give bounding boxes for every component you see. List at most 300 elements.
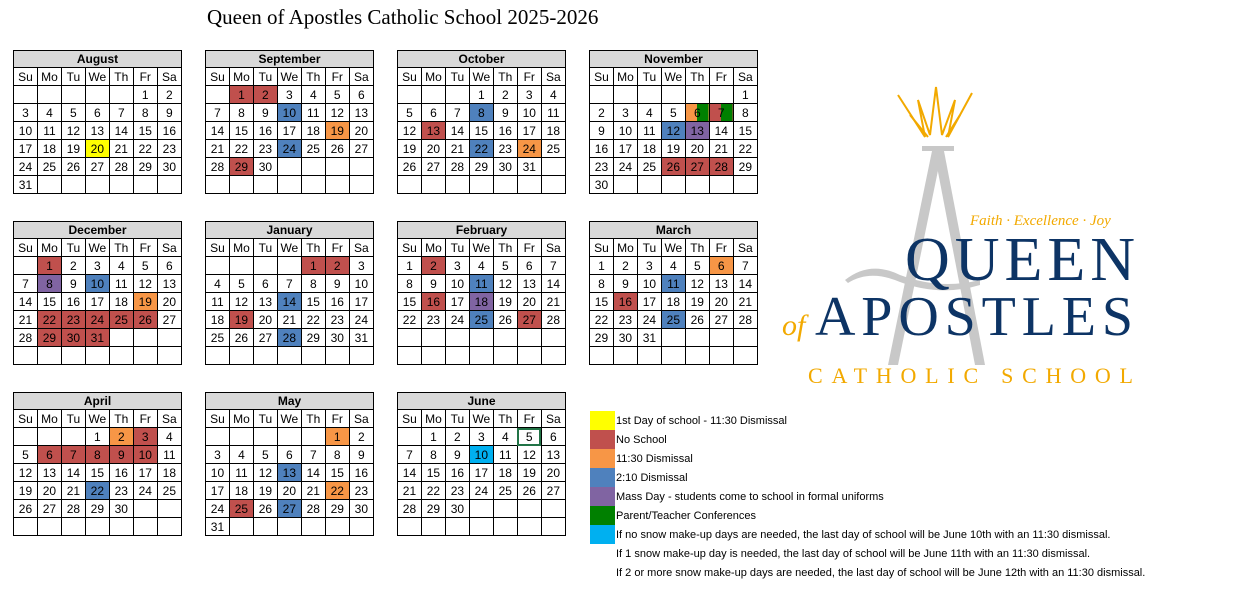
day-cell[interactable]: 23 (590, 158, 614, 176)
day-cell[interactable]: 7 (733, 257, 757, 275)
day-cell[interactable]: 20 (541, 464, 565, 482)
day-cell[interactable]: 31 (349, 329, 373, 347)
day-cell[interactable]: 15 (469, 122, 493, 140)
day-cell[interactable]: 14 (541, 275, 565, 293)
day-cell[interactable]: 13 (541, 446, 565, 464)
day-cell[interactable]: 7 (277, 275, 301, 293)
day-cell[interactable]: 5 (229, 275, 253, 293)
day-cell[interactable]: 18 (661, 293, 685, 311)
day-cell[interactable]: 19 (229, 311, 253, 329)
day-cell[interactable]: 25 (493, 482, 517, 500)
day-cell[interactable]: 16 (253, 122, 277, 140)
day-cell[interactable]: 11 (469, 275, 493, 293)
day-cell[interactable]: 17 (517, 122, 541, 140)
day-cell[interactable]: 21 (301, 482, 325, 500)
day-cell[interactable]: 16 (445, 464, 469, 482)
day-cell[interactable]: 30 (253, 158, 277, 176)
day-cell[interactable]: 24 (613, 158, 637, 176)
day-cell[interactable]: 12 (325, 104, 349, 122)
day-cell[interactable]: 13 (157, 275, 181, 293)
day-cell[interactable]: 2 (590, 104, 614, 122)
day-cell[interactable]: 4 (157, 428, 181, 446)
day-cell[interactable]: 5 (133, 257, 157, 275)
day-cell[interactable]: 7 (61, 446, 85, 464)
day-cell[interactable]: 8 (133, 104, 157, 122)
day-cell[interactable]: 1 (229, 86, 253, 104)
day-cell[interactable]: 6 (685, 104, 709, 122)
day-cell[interactable]: 4 (37, 104, 61, 122)
day-cell[interactable]: 27 (85, 158, 109, 176)
day-cell[interactable]: 22 (301, 311, 325, 329)
day-cell[interactable]: 13 (85, 122, 109, 140)
day-cell[interactable]: 15 (301, 293, 325, 311)
day-cell[interactable]: 22 (37, 311, 61, 329)
day-cell[interactable]: 29 (469, 158, 493, 176)
day-cell[interactable]: 29 (133, 158, 157, 176)
day-cell[interactable]: 7 (14, 275, 38, 293)
day-cell[interactable]: 23 (157, 140, 181, 158)
day-cell[interactable]: 11 (661, 275, 685, 293)
day-cell[interactable]: 31 (206, 518, 230, 536)
day-cell[interactable]: 25 (301, 140, 325, 158)
day-cell[interactable]: 24 (133, 482, 157, 500)
day-cell[interactable]: 17 (469, 464, 493, 482)
day-cell[interactable]: 8 (733, 104, 757, 122)
day-cell[interactable]: 22 (421, 482, 445, 500)
day-cell[interactable]: 5 (253, 446, 277, 464)
day-cell[interactable]: 10 (133, 446, 157, 464)
day-cell[interactable]: 3 (206, 446, 230, 464)
day-cell[interactable]: 19 (14, 482, 38, 500)
day-cell[interactable]: 8 (421, 446, 445, 464)
day-cell[interactable]: 14 (14, 293, 38, 311)
day-cell[interactable]: 2 (109, 428, 133, 446)
day-cell[interactable]: 9 (590, 122, 614, 140)
day-cell[interactable]: 2 (157, 86, 181, 104)
day-cell[interactable]: 27 (421, 158, 445, 176)
day-cell[interactable]: 4 (109, 257, 133, 275)
day-cell[interactable]: 1 (325, 428, 349, 446)
day-cell[interactable]: 20 (421, 140, 445, 158)
day-cell[interactable]: 3 (85, 257, 109, 275)
day-cell[interactable]: 9 (421, 275, 445, 293)
day-cell[interactable]: 20 (349, 122, 373, 140)
day-cell[interactable]: 28 (277, 329, 301, 347)
day-cell[interactable]: 25 (109, 311, 133, 329)
day-cell[interactable]: 26 (61, 158, 85, 176)
day-cell[interactable]: 26 (325, 140, 349, 158)
day-cell[interactable]: 11 (637, 122, 661, 140)
day-cell[interactable]: 2 (61, 257, 85, 275)
day-cell[interactable]: 21 (398, 482, 422, 500)
day-cell[interactable]: 21 (14, 311, 38, 329)
day-cell[interactable]: 6 (541, 428, 565, 446)
day-cell[interactable]: 4 (469, 257, 493, 275)
day-cell[interactable]: 22 (325, 482, 349, 500)
day-cell[interactable]: 18 (229, 482, 253, 500)
day-cell[interactable]: 26 (253, 500, 277, 518)
day-cell[interactable]: 4 (206, 275, 230, 293)
day-cell[interactable]: 19 (253, 482, 277, 500)
day-cell[interactable]: 2 (493, 86, 517, 104)
day-cell[interactable]: 17 (445, 293, 469, 311)
day-cell[interactable]: 17 (277, 122, 301, 140)
day-cell[interactable]: 11 (541, 104, 565, 122)
day-cell[interactable]: 21 (709, 140, 733, 158)
day-cell[interactable]: 11 (493, 446, 517, 464)
day-cell[interactable]: 23 (253, 140, 277, 158)
day-cell[interactable]: 15 (133, 122, 157, 140)
day-cell[interactable]: 18 (541, 122, 565, 140)
day-cell[interactable]: 10 (206, 464, 230, 482)
day-cell[interactable]: 28 (541, 311, 565, 329)
day-cell[interactable]: 27 (349, 140, 373, 158)
day-cell[interactable]: 16 (493, 122, 517, 140)
day-cell[interactable]: 12 (61, 122, 85, 140)
day-cell[interactable]: 10 (613, 122, 637, 140)
day-cell[interactable]: 5 (493, 257, 517, 275)
day-cell[interactable]: 20 (37, 482, 61, 500)
day-cell[interactable]: 24 (445, 311, 469, 329)
day-cell[interactable]: 6 (349, 86, 373, 104)
day-cell[interactable]: 20 (85, 140, 109, 158)
day-cell[interactable]: 4 (493, 428, 517, 446)
day-cell[interactable]: 17 (637, 293, 661, 311)
day-cell[interactable]: 2 (325, 257, 349, 275)
day-cell[interactable]: 1 (421, 428, 445, 446)
day-cell[interactable]: 5 (685, 257, 709, 275)
day-cell[interactable]: 18 (637, 140, 661, 158)
day-cell[interactable]: 24 (206, 500, 230, 518)
day-cell[interactable]: 6 (37, 446, 61, 464)
day-cell[interactable]: 28 (206, 158, 230, 176)
day-cell[interactable]: 27 (685, 158, 709, 176)
day-cell[interactable]: 8 (469, 104, 493, 122)
day-cell[interactable]: 16 (349, 464, 373, 482)
day-cell[interactable]: 22 (469, 140, 493, 158)
day-cell[interactable]: 20 (157, 293, 181, 311)
day-cell[interactable]: 26 (661, 158, 685, 176)
day-cell[interactable]: 11 (109, 275, 133, 293)
day-cell[interactable]: 30 (157, 158, 181, 176)
day-cell[interactable]: 30 (493, 158, 517, 176)
day-cell[interactable]: 10 (517, 104, 541, 122)
day-cell[interactable]: 30 (590, 176, 614, 194)
day-cell[interactable]: 18 (469, 293, 493, 311)
day-cell[interactable]: 7 (206, 104, 230, 122)
day-cell[interactable]: 2 (613, 257, 637, 275)
day-cell[interactable]: 28 (109, 158, 133, 176)
day-cell[interactable]: 24 (277, 140, 301, 158)
day-cell[interactable]: 1 (590, 257, 614, 275)
day-cell[interactable]: 18 (301, 122, 325, 140)
day-cell[interactable]: 12 (517, 446, 541, 464)
day-cell[interactable]: 30 (109, 500, 133, 518)
day-cell[interactable]: 16 (157, 122, 181, 140)
day-cell[interactable]: 19 (661, 140, 685, 158)
day-cell[interactable]: 29 (421, 500, 445, 518)
day-cell[interactable]: 3 (349, 257, 373, 275)
day-cell[interactable]: 25 (157, 482, 181, 500)
day-cell[interactable]: 25 (469, 311, 493, 329)
day-cell[interactable]: 27 (517, 311, 541, 329)
day-cell[interactable]: 26 (398, 158, 422, 176)
day-cell[interactable]: 7 (445, 104, 469, 122)
day-cell[interactable]: 8 (301, 275, 325, 293)
day-cell[interactable]: 6 (277, 446, 301, 464)
day-cell[interactable]: 25 (206, 329, 230, 347)
day-cell[interactable]: 20 (685, 140, 709, 158)
day-cell[interactable]: 18 (206, 311, 230, 329)
day-cell[interactable]: 15 (398, 293, 422, 311)
day-cell[interactable]: 13 (277, 464, 301, 482)
day-cell[interactable]: 8 (325, 446, 349, 464)
day-cell[interactable]: 23 (349, 482, 373, 500)
day-cell[interactable]: 3 (14, 104, 38, 122)
day-cell[interactable]: 6 (421, 104, 445, 122)
day-cell[interactable]: 24 (469, 482, 493, 500)
day-cell[interactable]: 30 (613, 329, 637, 347)
day-cell[interactable]: 24 (637, 311, 661, 329)
day-cell[interactable]: 13 (685, 122, 709, 140)
day-cell[interactable]: 1 (301, 257, 325, 275)
day-cell[interactable]: 18 (157, 464, 181, 482)
day-cell[interactable]: 12 (14, 464, 38, 482)
day-cell[interactable]: 22 (229, 140, 253, 158)
day-cell[interactable]: 10 (469, 446, 493, 464)
day-cell[interactable]: 5 (61, 104, 85, 122)
day-cell[interactable]: 23 (613, 311, 637, 329)
day-cell[interactable]: 7 (709, 104, 733, 122)
day-cell[interactable]: 16 (325, 293, 349, 311)
day-cell[interactable]: 27 (541, 482, 565, 500)
day-cell[interactable]: 13 (349, 104, 373, 122)
day-cell[interactable]: 19 (685, 293, 709, 311)
day-cell[interactable]: 15 (85, 464, 109, 482)
day-cell[interactable]: 3 (517, 86, 541, 104)
day-cell[interactable]: 28 (445, 158, 469, 176)
day-cell[interactable]: 23 (445, 482, 469, 500)
day-cell[interactable]: 9 (157, 104, 181, 122)
day-cell[interactable]: 24 (14, 158, 38, 176)
day-cell[interactable]: 15 (229, 122, 253, 140)
day-cell[interactable]: 7 (109, 104, 133, 122)
day-cell[interactable]: 29 (85, 500, 109, 518)
day-cell[interactable]: 19 (325, 122, 349, 140)
day-cell[interactable]: 28 (733, 311, 757, 329)
day-cell[interactable]: 6 (85, 104, 109, 122)
day-cell[interactable]: 26 (14, 500, 38, 518)
day-cell[interactable]: 3 (469, 428, 493, 446)
day-cell[interactable]: 12 (398, 122, 422, 140)
day-cell[interactable]: 29 (733, 158, 757, 176)
day-cell[interactable]: 29 (325, 500, 349, 518)
day-cell[interactable]: 1 (37, 257, 61, 275)
day-cell[interactable]: 16 (590, 140, 614, 158)
day-cell[interactable]: 20 (709, 293, 733, 311)
day-cell[interactable]: 24 (85, 311, 109, 329)
day-cell[interactable]: 4 (661, 257, 685, 275)
day-cell[interactable]: 3 (277, 86, 301, 104)
day-cell[interactable]: 16 (61, 293, 85, 311)
day-cell[interactable]: 28 (709, 158, 733, 176)
day-cell[interactable]: 28 (301, 500, 325, 518)
day-cell[interactable]: 20 (517, 293, 541, 311)
day-cell[interactable]: 31 (14, 176, 38, 194)
day-cell[interactable]: 9 (61, 275, 85, 293)
day-cell[interactable]: 27 (157, 311, 181, 329)
day-cell[interactable]: 1 (85, 428, 109, 446)
day-cell[interactable]: 13 (421, 122, 445, 140)
day-cell[interactable]: 1 (398, 257, 422, 275)
day-cell[interactable]: 11 (229, 464, 253, 482)
day-cell[interactable]: 17 (206, 482, 230, 500)
day-cell[interactable]: 15 (590, 293, 614, 311)
day-cell[interactable]: 13 (709, 275, 733, 293)
day-cell[interactable]: 3 (133, 428, 157, 446)
day-cell[interactable]: 21 (733, 293, 757, 311)
day-cell[interactable]: 9 (349, 446, 373, 464)
day-cell[interactable]: 13 (517, 275, 541, 293)
day-cell[interactable]: 11 (301, 104, 325, 122)
day-cell[interactable]: 23 (61, 311, 85, 329)
day-cell[interactable]: 10 (85, 275, 109, 293)
day-cell[interactable]: 23 (493, 140, 517, 158)
day-cell[interactable]: 3 (445, 257, 469, 275)
day-cell[interactable]: 19 (133, 293, 157, 311)
day-cell[interactable]: 10 (445, 275, 469, 293)
day-cell[interactable]: 14 (709, 122, 733, 140)
day-cell[interactable]: 22 (733, 140, 757, 158)
day-cell[interactable]: 6 (157, 257, 181, 275)
day-cell[interactable]: 5 (661, 104, 685, 122)
day-cell[interactable]: 20 (253, 311, 277, 329)
day-cell[interactable]: 9 (445, 446, 469, 464)
day-cell[interactable]: 14 (277, 293, 301, 311)
day-cell[interactable]: 24 (517, 140, 541, 158)
day-cell[interactable]: 7 (398, 446, 422, 464)
day-cell[interactable]: 9 (325, 275, 349, 293)
day-cell[interactable]: 30 (325, 329, 349, 347)
day-cell[interactable]: 23 (325, 311, 349, 329)
day-cell[interactable]: 30 (349, 500, 373, 518)
day-cell[interactable]: 3 (613, 104, 637, 122)
day-cell[interactable]: 23 (421, 311, 445, 329)
day-cell[interactable]: 22 (590, 311, 614, 329)
day-cell[interactable]: 26 (685, 311, 709, 329)
day-cell[interactable]: 3 (637, 257, 661, 275)
day-cell[interactable]: 9 (109, 446, 133, 464)
day-cell[interactable]: 17 (133, 464, 157, 482)
day-cell[interactable]: 27 (37, 500, 61, 518)
day-cell[interactable]: 25 (661, 311, 685, 329)
day-cell[interactable]: 1 (133, 86, 157, 104)
day-cell[interactable]: 10 (349, 275, 373, 293)
day-cell[interactable]: 12 (661, 122, 685, 140)
day-cell[interactable]: 9 (493, 104, 517, 122)
day-cell[interactable]: 13 (37, 464, 61, 482)
day-cell[interactable]: 18 (109, 293, 133, 311)
day-cell[interactable]: 7 (541, 257, 565, 275)
day-cell[interactable]: 4 (541, 86, 565, 104)
day-cell[interactable]: 5 (517, 428, 541, 446)
day-cell[interactable]: 22 (85, 482, 109, 500)
day-cell[interactable]: 12 (133, 275, 157, 293)
day-cell[interactable]: 21 (541, 293, 565, 311)
day-cell[interactable]: 8 (37, 275, 61, 293)
day-cell[interactable]: 14 (109, 122, 133, 140)
day-cell[interactable]: 14 (445, 122, 469, 140)
day-cell[interactable]: 15 (421, 464, 445, 482)
day-cell[interactable]: 25 (637, 158, 661, 176)
day-cell[interactable]: 19 (398, 140, 422, 158)
day-cell[interactable]: 19 (61, 140, 85, 158)
day-cell[interactable]: 27 (277, 500, 301, 518)
day-cell[interactable]: 31 (85, 329, 109, 347)
day-cell[interactable]: 15 (37, 293, 61, 311)
day-cell[interactable]: 4 (229, 446, 253, 464)
day-cell[interactable]: 26 (229, 329, 253, 347)
day-cell[interactable]: 29 (590, 329, 614, 347)
day-cell[interactable]: 28 (61, 500, 85, 518)
day-cell[interactable]: 26 (133, 311, 157, 329)
day-cell[interactable]: 21 (206, 140, 230, 158)
day-cell[interactable]: 28 (398, 500, 422, 518)
day-cell[interactable]: 16 (421, 293, 445, 311)
day-cell[interactable]: 2 (349, 428, 373, 446)
day-cell[interactable]: 1 (469, 86, 493, 104)
day-cell[interactable]: 12 (493, 275, 517, 293)
day-cell[interactable]: 21 (109, 140, 133, 158)
day-cell[interactable]: 11 (37, 122, 61, 140)
day-cell[interactable]: 4 (637, 104, 661, 122)
day-cell[interactable]: 8 (229, 104, 253, 122)
day-cell[interactable]: 8 (85, 446, 109, 464)
day-cell[interactable]: 8 (398, 275, 422, 293)
day-cell[interactable]: 25 (229, 500, 253, 518)
day-cell[interactable]: 16 (613, 293, 637, 311)
day-cell[interactable]: 31 (517, 158, 541, 176)
day-cell[interactable]: 14 (301, 464, 325, 482)
day-cell[interactable]: 19 (517, 464, 541, 482)
day-cell[interactable]: 12 (685, 275, 709, 293)
day-cell[interactable]: 2 (253, 86, 277, 104)
day-cell[interactable]: 28 (14, 329, 38, 347)
day-cell[interactable]: 17 (85, 293, 109, 311)
day-cell[interactable]: 29 (301, 329, 325, 347)
day-cell[interactable]: 10 (14, 122, 38, 140)
day-cell[interactable]: 14 (206, 122, 230, 140)
day-cell[interactable]: 1 (733, 86, 757, 104)
day-cell[interactable]: 21 (445, 140, 469, 158)
day-cell[interactable]: 26 (517, 482, 541, 500)
day-cell[interactable]: 18 (493, 464, 517, 482)
day-cell[interactable]: 5 (398, 104, 422, 122)
day-cell[interactable]: 17 (613, 140, 637, 158)
day-cell[interactable]: 15 (325, 464, 349, 482)
day-cell[interactable]: 10 (637, 275, 661, 293)
day-cell[interactable]: 5 (14, 446, 38, 464)
day-cell[interactable]: 17 (349, 293, 373, 311)
day-cell[interactable]: 20 (277, 482, 301, 500)
day-cell[interactable]: 6 (253, 275, 277, 293)
day-cell[interactable]: 13 (253, 293, 277, 311)
day-cell[interactable]: 24 (349, 311, 373, 329)
day-cell[interactable]: 14 (61, 464, 85, 482)
day-cell[interactable]: 29 (229, 158, 253, 176)
day-cell[interactable]: 22 (133, 140, 157, 158)
day-cell[interactable]: 25 (37, 158, 61, 176)
